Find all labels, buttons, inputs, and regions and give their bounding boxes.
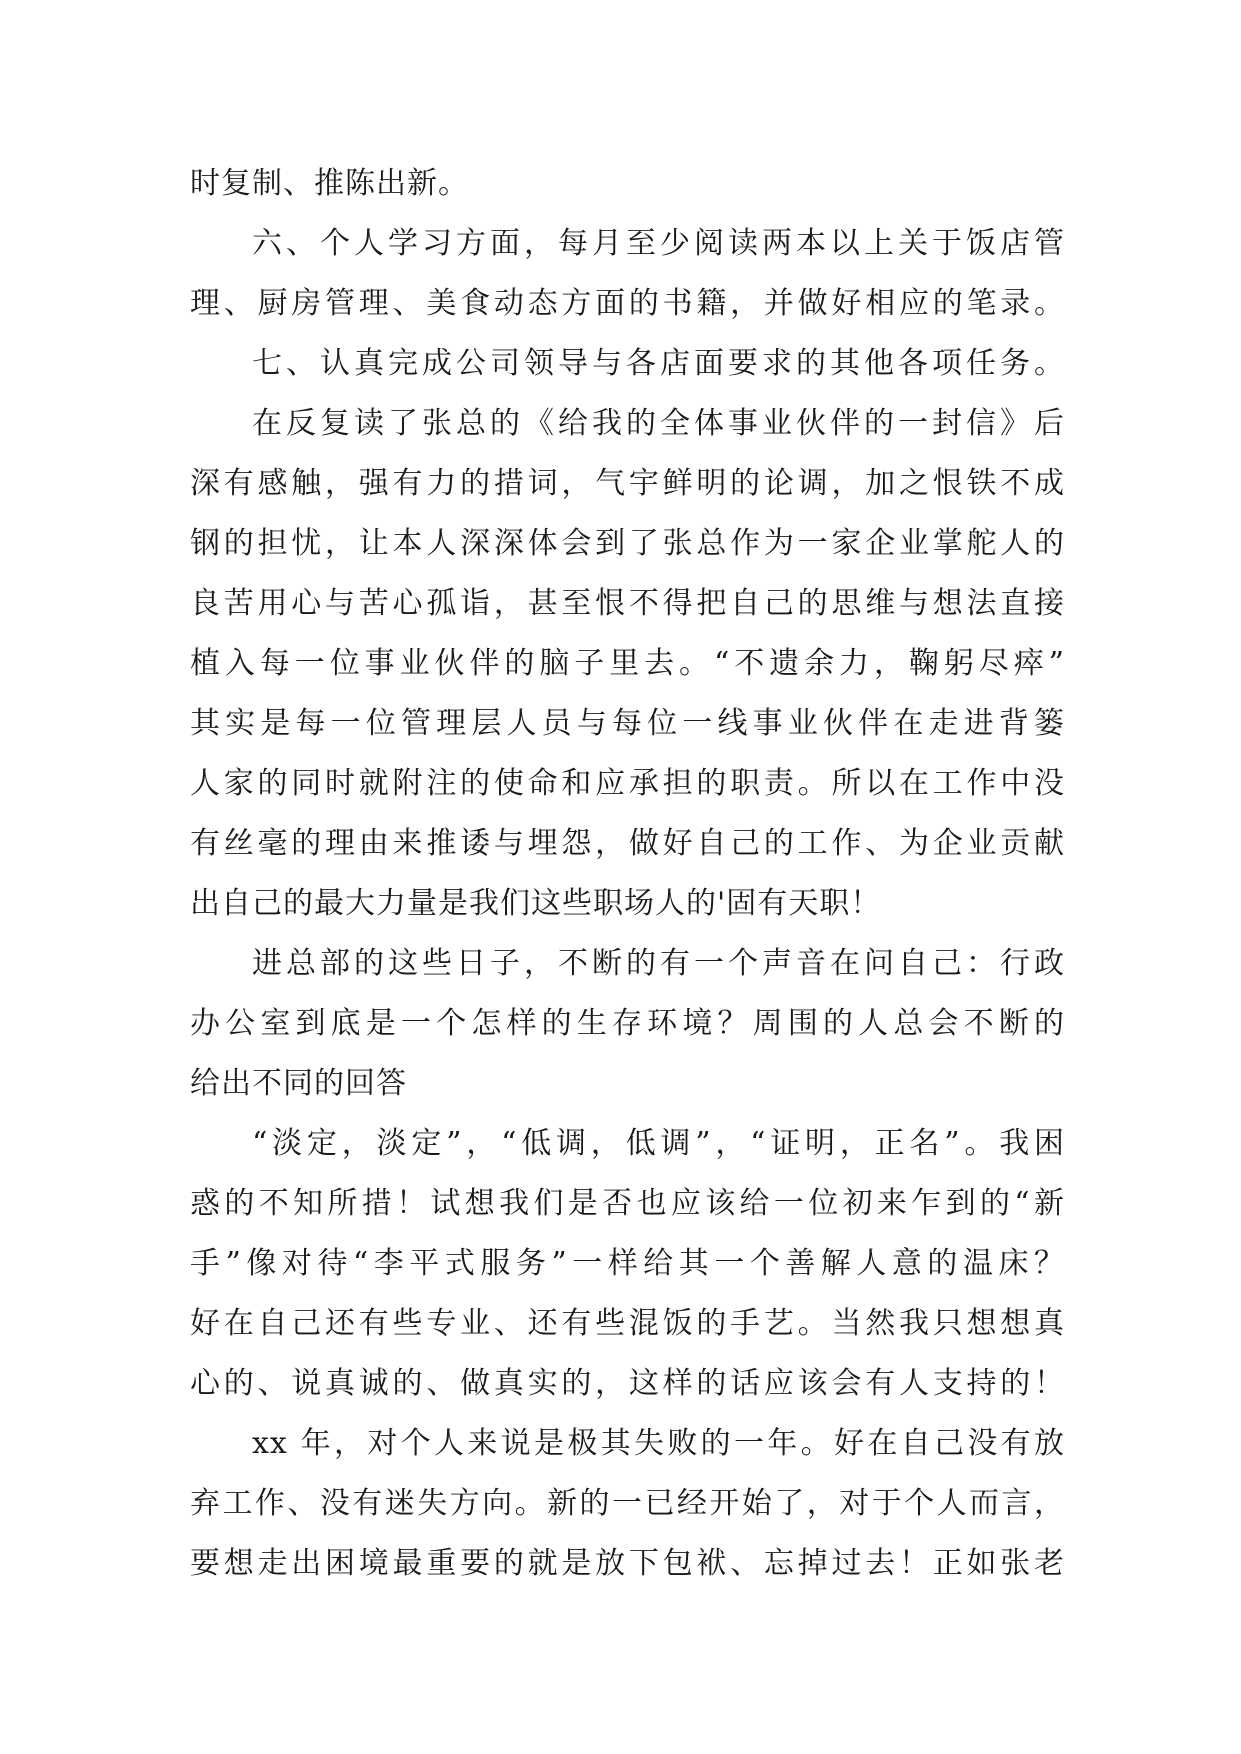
- text-line: 要想走出困境最重要的就是放下包袱、忘掉过去！正如张老: [190, 1546, 1065, 1581]
- text-line: 给出不同的回答: [190, 1066, 407, 1101]
- text-line: 办公室到底是一个怎样的生存环境？周围的人总会不断的: [190, 1006, 1065, 1041]
- text-line: 心的、说真诚的、做真实的，这样的话应该会有人支持的！: [190, 1366, 1065, 1401]
- paragraph-first-line: 七、认真完成公司领导与各店面要求的其他各项任务。: [252, 346, 1065, 381]
- text-line: 植入每一位事业伙伴的脑子里去。“不遗余力，鞠躬尽瘁”: [190, 646, 1065, 681]
- text-line: 深有感触，强有力的措词，气宇鲜明的论调，加之恨铁不成: [190, 466, 1065, 501]
- paragraph-first-line: 在反复读了张总的《给我的全体事业伙伴的一封信》后: [252, 406, 1065, 441]
- text-line: 出自己的最大力量是我们这些职场人的'固有天职！: [190, 886, 882, 921]
- text-line: 弃工作、没有迷失方向。新的一已经开始了，对于个人而言，: [190, 1486, 1065, 1521]
- text-line: 好在自己还有些专业、还有些混饭的手艺。当然我只想想真: [190, 1306, 1065, 1341]
- text-line: 良苦用心与苦心孤诣，甚至恨不得把自己的思维与想法直接: [190, 586, 1065, 621]
- text-line: 有丝毫的理由来推诿与埋怨，做好自己的工作、为企业贡献: [190, 826, 1065, 861]
- text-line: 人家的同时就附注的使命和应承担的职责。所以在工作中没: [190, 766, 1065, 801]
- text-line: 理、厨房管理、美食动态方面的书籍，并做好相应的笔录。: [190, 286, 1065, 321]
- paragraph-first-line: xx 年，对个人来说是极其失败的一年。好在自己没有放: [252, 1426, 1065, 1461]
- text-line: 钢的担忧，让本人深深体会到了张总作为一家企业掌舵人的: [190, 526, 1065, 561]
- text-line: 其实是每一位管理层人员与每位一线事业伙伴在走进背篓: [190, 706, 1065, 741]
- text-line: 时复制、推陈出新。: [190, 166, 469, 201]
- text-line: 惑的不知所措！试想我们是否也应该给一位初来乍到的“新: [190, 1186, 1065, 1221]
- paragraph-first-line: 进总部的这些日子，不断的有一个声音在问自己：行政: [252, 946, 1065, 981]
- paragraph-first-line: “淡定，淡定”，“低调，低调”，“证明，正名”。我困: [252, 1126, 1065, 1161]
- paragraph-first-line: 六、个人学习方面，每月至少阅读两本以上关于饭店管: [252, 226, 1065, 261]
- text-line: 手”像对待“李平式服务”一样给其一个善解人意的温床？: [190, 1246, 1065, 1281]
